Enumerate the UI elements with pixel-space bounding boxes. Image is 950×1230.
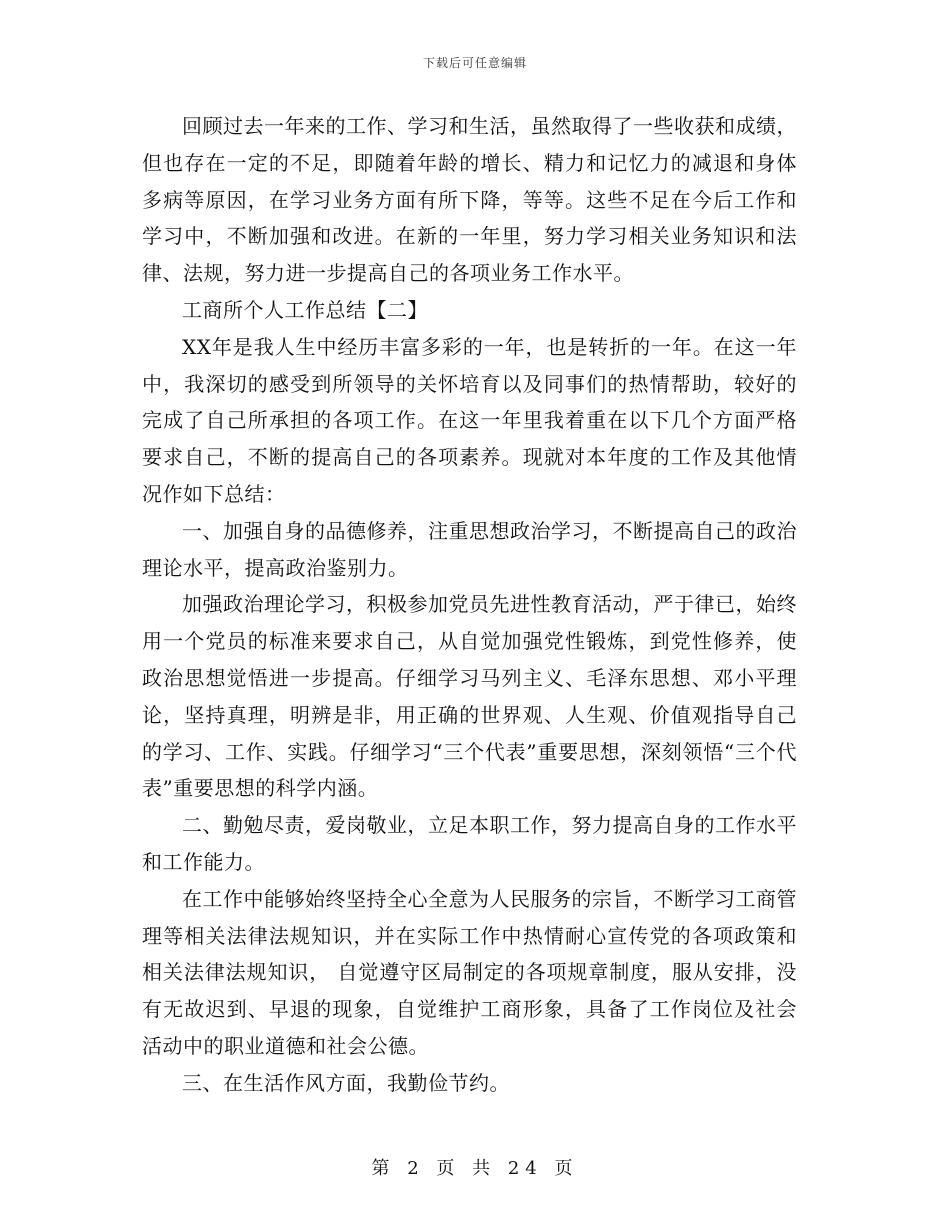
paragraph-point-two: 二、勤勉尽责，爱岗敬业，立足本职工作，努力提高自身的工作水平和工作能力。	[142, 813, 797, 874]
section-heading: 工商所个人工作总结【二】	[182, 297, 428, 322]
document-body	[142, 108, 797, 1102]
paragraph-political-study: 加强政治理论学习，积极参加党员先进性教育活动，严于律已，始终用一个党员的标准来要求自己，从自觉加强党性锻炼，到党性修养，使政治思想觉悟进一步提高。仔细学习马列主义、毛泽东思想、邓小平理论，坚持真理，明辨是非，用正确的世界观、人生观、价值观指导自己的学习、工作、实践。仔细学习“三个代表”重要思想，深刻领悟“三个代表”重要思想的科学内涵。	[142, 592, 797, 801]
paragraph-work-duties: 在工作中能够始终坚持全心全意为人民服务的宗旨，不断学习工商管理等相关法律法规知识，并在实际工作中热情耐心宣传党的各项政策和相关法律法规知识， 自觉遵守区局制定的各项规章制度，服从安排，没有无故迟到、早退的现象，自觉维护工商形象，具备了工作岗位及社会活动中的职业道德和社会公德。	[142, 886, 797, 1058]
page-number: 第 2 页 共 24 页	[371, 1158, 579, 1179]
paragraph-intro: XX年是我人生中经历丰富多彩的一年，也是转折的一年。在这一年中，我深切的感受到所领导的关怀培育以及同事们的热情帮助，较好的完成了自己所承担的各项工作。在这一年里我着重在以下几个方面严格要求自己，不断的提高自己的各项素养。现就对本年度的工作及其他情况作如下总结：	[142, 334, 797, 506]
paragraph-point-three: 三、在生活作风方面，我勤俭节约。	[182, 1070, 510, 1095]
header-note: 下载后可任意编辑	[422, 56, 527, 70]
paragraph-point-one: 一、加强自身的品德修养，注重思想政治学习，不断提高自己的政治理论水平，提高政治鉴别力。	[142, 518, 797, 580]
paragraph-review: 回顾过去一年来的工作、学习和生活，虽然取得了一些收获和成绩，但也存在一定的不足，即随着年龄的增长、精力和记忆力的减退和身体多病等原因，在学习业务方面有所下降，等等。这些不足在今后工作和学习中，不断加强和改进。在新的一年里，努力学习相关业务知识和法律、法规，努力进一步提高自己的各项业务工作水平。	[142, 114, 797, 286]
